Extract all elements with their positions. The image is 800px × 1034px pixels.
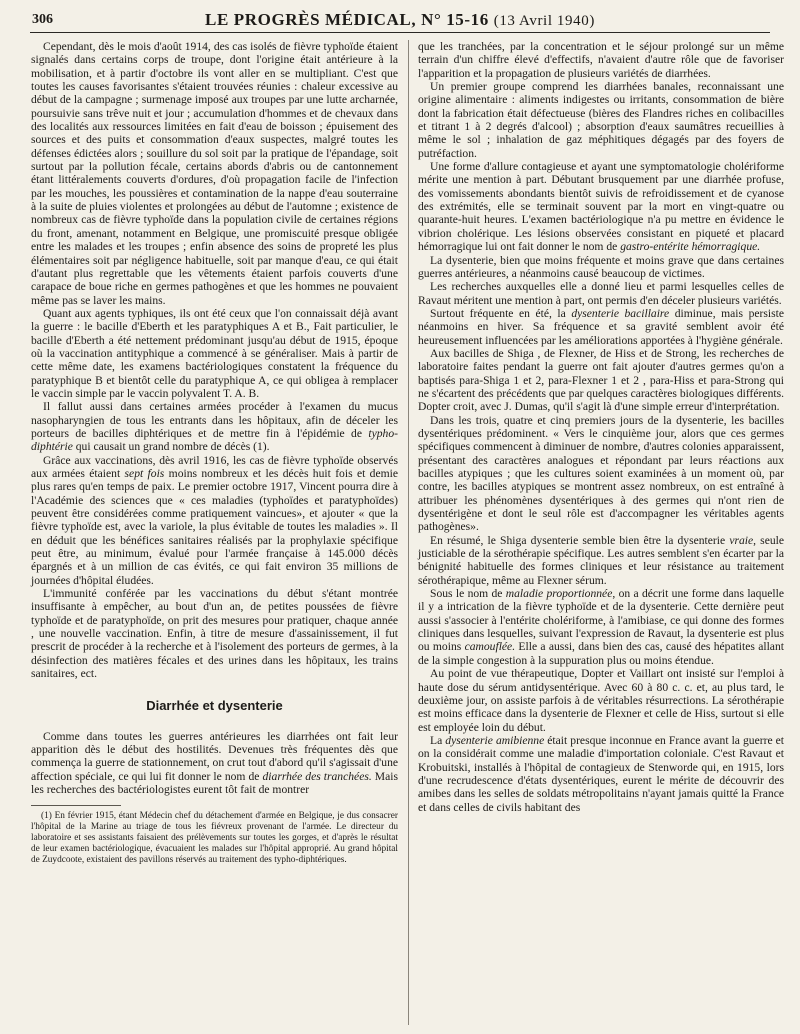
paragraph-text: Une forme d'allure contagieuse et ayant une symptomatologie cholériforme mérite une mention à part. Débutant brusquement par une diarrhée profuse, des vomissements abondants bientôt suivis de refroidissement et de cyanose des extrémités, elle se terminait souvent par la mort en vingt-quatre ou quarante-huit heures. L'examen bactériologique n'a pu mettre en évidence le vibrion cholérique. Les lésions observées consistant en piqueté et placard hémorragique lui ont fait donner le nom de [418, 160, 784, 254]
paragraph-text: Surtout fréquente en été, la [430, 306, 572, 320]
paragraph-text: , seule justiciable de la sérothérapie spécifique. Les autres semblent s'en écarter par la bénignité habituelle des formes cliniques et leur résistance au traitement sérothérapique, même au Flexner sérum. [418, 533, 785, 587]
paragraph [31, 730, 398, 797]
running-header [30, 8, 770, 33]
paragraph-text: Mais les recherches des bactériologistes eurent tôt fait de montrer [31, 769, 398, 796]
journal-title [30, 10, 770, 30]
paragraph [31, 307, 398, 400]
paragraph [418, 734, 784, 814]
right-column [418, 40, 784, 814]
paragraph-text: Quant aux agents typhiques, ils ont été ceux que l'on connaissait déjà avant la guerre : le bacille d'Eberth et les paratyphiques A et B., Fait particulier, le bacille d'Eberth a été nettement prédominant jusqu'au début de 1915, époque où la vaccination antityphique a commencé à se généraliser. Mais à partir de cette même date, les examens bactériologiques constatent la fréquence du paratyphique B et bientôt celle du paratyphique A, ce qui obligea à remplacer le vaccin simple par le vaccin polyvalent T. A. B. [31, 306, 398, 400]
paragraph-text: Sous le nom de [430, 587, 506, 601]
paragraph: Au point de vue thérapeutique, Dopter et Vaillart ont insisté sur l'emploi à haute dose du sérum antidysentérique. Avec 60 à 80 c. c. et, au plus tard, le deuxième jour, on assiste parfois à de véritables résurrections. La sérothérapie est moins efficace dans la dysenterie de Flexner et celle de Hiss, surtout si elle est employée loin du début. [418, 667, 784, 734]
italic-term: typho-diphtérie [31, 426, 398, 454]
italic-term: camouflée. [464, 640, 516, 654]
footnote: (1) En février 1915, étant Médecin chef du détachement d'armée en Belgique, je dus consacrer l'hôpital de la Marine au triage de tous les fiévreux provenant de l'armée. Le directeur du laboratoire et ses assistants faisaient des prélèvements sur toutes les gorges, et d'après le résultat de leur examen bactériologique, évacuaient les malades sur l'hôpital approprié. Au grand hôpital de Zuydcoote, existaient des pavillons réservés au traitement des typho-diphtériques. [31, 811, 398, 866]
paragraph: Un premier groupe comprend les diarrhées banales, reconnaissant une origine alimentaire : aliments indigestes ou irritants, consommation de bière dont la fabrication était défectueuse (bières des Flandres riches en colibacilles et titrant 1 à 2 degrés d'alcool) ; absorption d'eaux saumâtres recueillies à même le sol ; inhalation de gaz méphitiques dégagés par des foyers de putréfaction. [418, 80, 784, 160]
paragraph-text: , on a décrit une forme dans laquelle il y a intrication de la fièvre typhoïde et de la dysenterie. Cette dernière peut aussi s'associer à l'entérite cholériforme, à l'amibiase, ce qui donne des formes cliniques dans lesquelles, suivant l'expression de Ravaut, la dysenterie est plus ou moins [418, 587, 785, 654]
footnote-rule [31, 805, 121, 806]
italic-term: dysenterie amibienne [445, 733, 545, 747]
paragraph [31, 400, 398, 453]
section-heading: Diarrhée et dysenterie [146, 697, 283, 713]
issue-date: (13 Avril 1940) [493, 13, 595, 29]
paragraph-text: Comme dans toutes les guerres antérieures les diarrhées ont fait leur apparition dès le début des hostilités. Devenues très fréquentes dès que commença la guerre de stationnement, on crut tout d'abord qu'il s'agissait d'une affection spéciale, ce qui lui fit donner le nom de [31, 729, 399, 783]
italic-term: sept fois [124, 467, 165, 480]
paragraph [418, 587, 784, 667]
page-number: 306 [32, 12, 53, 27]
paragraph-text: diminue, mais persiste néanmoins en hiver. Sa fréquence et sa gravité semblent avoir été heureusement influencées par les améliorations apportées à l'hygiène générale. [418, 306, 784, 347]
left-column [31, 40, 398, 866]
paragraph: que les tranchées, par la concentration et le séjour prolongé sur un même terrain d'un chiffre élevé d'effectifs, n'avaient d'autre rôle que de favoriser l'apparition et la propagation de plusieurs variétés de diarrhées. [418, 40, 784, 80]
paragraph [418, 534, 784, 587]
paragraph-text: Grâce aux vaccinations, dès avril 1916, les cas de fièvre typhoïde observés aux armées étaient [31, 453, 398, 480]
italic-term: gastro-entérite hémorragique. [620, 240, 761, 254]
paragraph-text: La [430, 733, 446, 747]
paragraph: L'immunité conférée par les vaccinations du début s'étant montrée insuffisante à empêcher, au bout d'un an, de petites poussées de fièvre typhoïde et de paratyphoïde, on prit des mesures pour pratiquer, chaque année , une nouvelle vaccination. Enfin, à titre de mesure d'assainissement, il fut prescrit de procéder à la recherche et à l'isolement des porteurs de germes, à la désinfection des matières fécales et des urines dans les hôpitaux, les trains sanitaires, ect. [31, 587, 398, 681]
paragraph-text: était presque inconnue en France avant la guerre et on la considérait comme une maladie d'importation coloniale. C'est Ravaut et Krobuitski, installés à l'hôpital de contagieux de Stenworde qui, en 1915, lors d'une recrudescence d'états dysentériques, eurent le mérite de découvrir des amibes dans les selles de soldats métropolitains n'ayant jamais quitté la France et dans celles de civils habitant des [418, 733, 784, 814]
italic-term: diarrhée des tranchées. [262, 769, 372, 783]
paragraph-text: moins nombreux et les décès huit fois et demie plus rares qu'en temps de paix. Le premier octobre 1917, Vincent pourra dire à l'Académie des sciences que « ces maladies (typhoïdes et paratyphoïdes) peuvent être considérées comme pratiquement vaincues», et ajouter « que la fièvre typhoïde est, avec la variole, la plus évitable de toutes les maladies ». Il en déduit que les bénéfices sanitaires réalisés par la prophylaxie spécifique peut être, au minimum, évalué pour l'armée française à 145.000 décès épargnés et à un million de cas évités, ce qui fait environ 35 millions de journées d'hôpital éludées. [31, 467, 398, 587]
italic-term: vraie [729, 533, 754, 547]
paragraph: La dysenterie, bien que moins fréquente et moins grave que dans certaines guerres antérieures, a néanmoins causé beaucoup de victimes. [418, 253, 784, 280]
paragraph-text: Elle a aussi, dans bien des cas, causé des hépatites allant de la simple congestion à la suppuration plus ou moins étendue. [418, 640, 784, 667]
journal-name: LE PROGRÈS MÉDICAL, N° 15-16 [205, 10, 489, 29]
paragraph-text: Il fallut aussi dans certaines armées procéder à l'examen du mucus nasopharyngien de tous les entrants dans les hôpitaux, afin de déceler les porteurs de bacilles diphtériques et de mettre fin à l'épidémie de [31, 400, 398, 440]
italic-term: maladie proportionnée [505, 587, 613, 601]
column-divider [408, 40, 409, 1025]
paragraph-text: qui causait un grand nombre de décès (1). [72, 440, 270, 454]
paragraph: Les recherches auxquelles elle a donné lieu et parmi lesquelles celles de Ravaut méritent une mention à part, ont permis d'en déceler plusieurs variétés. [418, 280, 784, 307]
paragraph [31, 454, 398, 587]
paragraph: Dans les trois, quatre et cinq premiers jours de la dysenterie, les bacilles dysentériques prédominent. « Vers le cinquième jour, alors que ces germes spécifiques commencent à diminuer de nombre, d'autres colonies apparaissent, présentant des caractères analogues et répondant par leurs réactions aux bacilles atypiques ; que les cultures soient examinées à un moment où, par contre, les bacilles atypiques se montrent assez nombreux, on est entraîné à attribuer les phénomènes dysentériques à des germes qui n'ont rien de dysentérigène et dont le seul rôle est d'accompagner les véritables agents pathogènes». [418, 413, 784, 534]
paragraph: Cependant, dès le mois d'août 1914, des cas isolés de fièvre typhoïde étaient signalés dans certains corps de troupe, dont l'origine était antérieure à la mobilisation, et à partir d'octobre ils vont aller en se multipliant. C'est que toutes les causes favorisantes s'étaient trouvées réunies : chaleur excessive au début de la campagne ; surmenage imposé aux troupes par une lutte archarnée, poursuivie sans trêve nuit et jour ; accumulation d'hommes et de chevaux dans des localités aux ressources limitées en fait d'eau de boisson ; épuisement des sources et des puits et consommation d'eaux suspectes, malgré toutes les défenses édictées alors ; souillure du sol soit par la pratique de l'épandage, soit surtout par la pollution fécale, certains abords d'abris ou de cantonnement étant littéralements couverts d'ordures, d'où propagation facile de l'infection par les mouches, les poussières et contamination de la nappe d'eau souterraine à la suite de pluies violentes et prolongées au début de l'automne ; existence de nombreux cas de fièvre typhoïde dans la population civile de certaines régions du front, amenant, notamment en Belgique, une promiscuité presque obligée entre les malades et les troupes ; enfin absence des soins de propreté les plus élémentaires soit par négligence habituelle, soit par manque d'eau, ce qui était d'autant plus regrettable que les vêtements étaient parfois couverts d'une carapace de boue riche en germes pathogènes et que les hommes ne pouvaient même pas se laver les mains. [31, 40, 398, 307]
italic-term: dysenterie bacillaire [571, 306, 670, 320]
paragraph [418, 307, 784, 347]
paragraph-text: En résumé, le Shiga dysenterie semble bien être la dysenterie [430, 533, 730, 547]
paragraph [418, 160, 784, 253]
paragraph: Aux bacilles de Shiga , de Flexner, de Hiss et de Strong, les recherches de laboratoire faites pendant la guerre ont fait ajouter d'autres germes qu'on a baptisés para-Shiga 1 et 2, para-Flexner 1 et 2 , para-Hiss et para-Strong qui ne s'écartent des précédents que par quelques caractères biologiques différents. Dopter croit, avec J. Dumas, qu'il s'agit là d'une simple erreur d'interprétation. [418, 346, 784, 414]
